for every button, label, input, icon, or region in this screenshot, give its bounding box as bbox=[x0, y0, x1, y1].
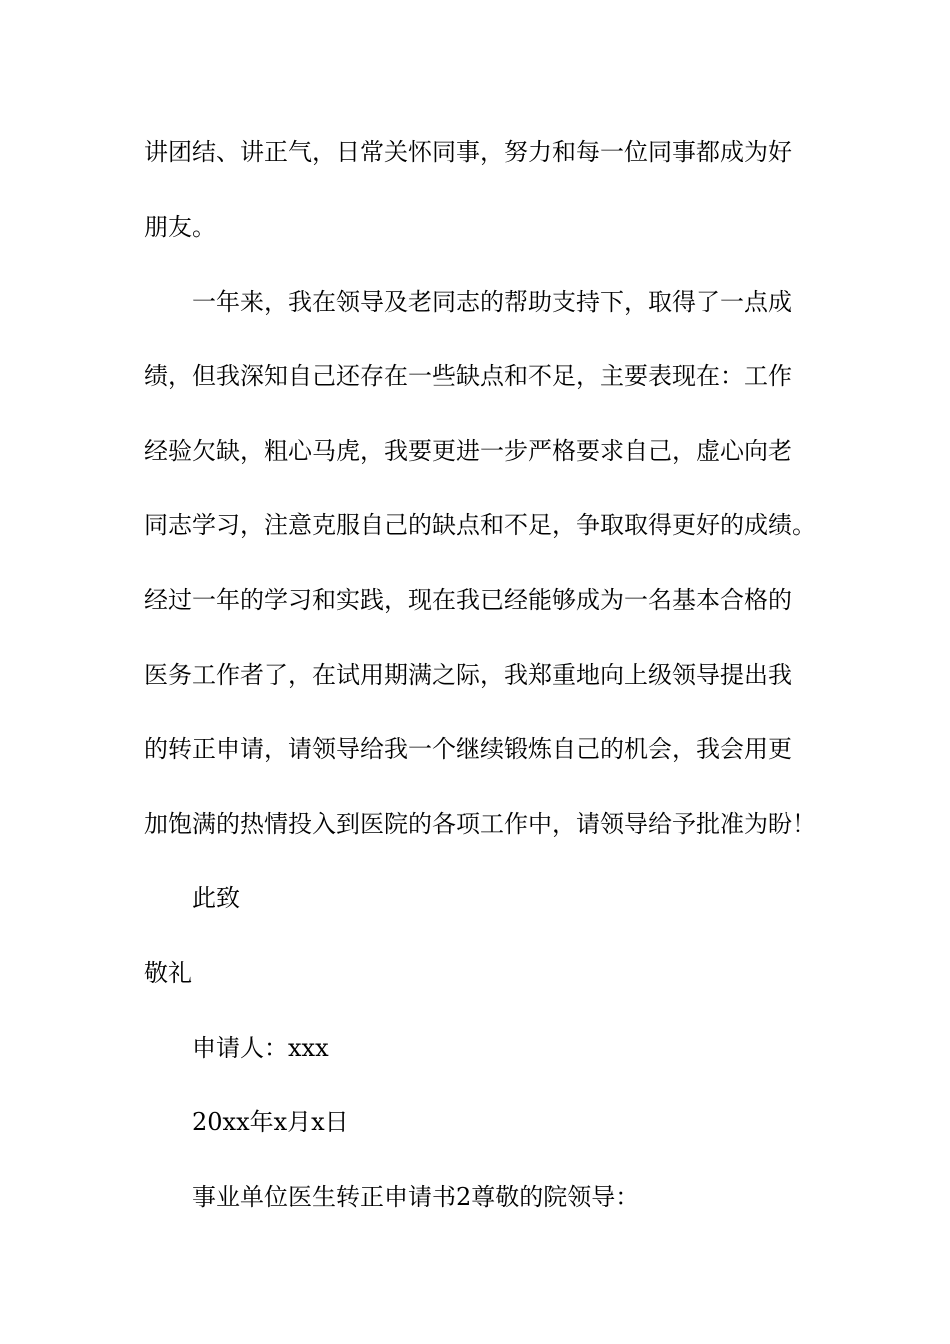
paragraph-line: 绩，但我深知自己还存在一些缺点和不足，主要表现在：工作 bbox=[144, 362, 792, 390]
salutation-line: 敬礼 bbox=[144, 959, 192, 987]
paragraph-line: 经验欠缺，粗心马虎，我要更进一步严格要求自己，虚心向老 bbox=[144, 437, 792, 465]
paragraph-line: 加饱满的热情投入到医院的各项工作中，请领导给予批准为盼！ bbox=[144, 810, 816, 838]
applicant-line: 申请人：xxx bbox=[192, 1034, 329, 1062]
closing-line: 此致 bbox=[192, 884, 240, 912]
paragraph-line: 同志学习，注意克服自己的缺点和不足，争取取得更好的成绩。 bbox=[144, 511, 816, 539]
paragraph-line: 经过一年的学习和实践，现在我已经能够成为一名基本合格的 bbox=[144, 586, 792, 614]
paragraph-line: 医务工作者了，在试用期满之际，我郑重地向上级领导提出我 bbox=[144, 661, 792, 689]
date-line: 20xx年x月x日 bbox=[192, 1108, 349, 1136]
paragraph-line: 讲团结、讲正气，日常关怀同事，努力和每一位同事都成为好 bbox=[144, 138, 792, 166]
paragraph-line: 的转正申请，请领导给我一个继续锻炼自己的机会，我会用更 bbox=[144, 735, 792, 763]
paragraph-line: 朋友。 bbox=[144, 213, 216, 241]
paragraph-line: 一年来，我在领导及老同志的帮助支持下，取得了一点成 bbox=[192, 288, 792, 316]
heading-line: 事业单位医生转正申请书2尊敬的院领导： bbox=[192, 1183, 640, 1211]
